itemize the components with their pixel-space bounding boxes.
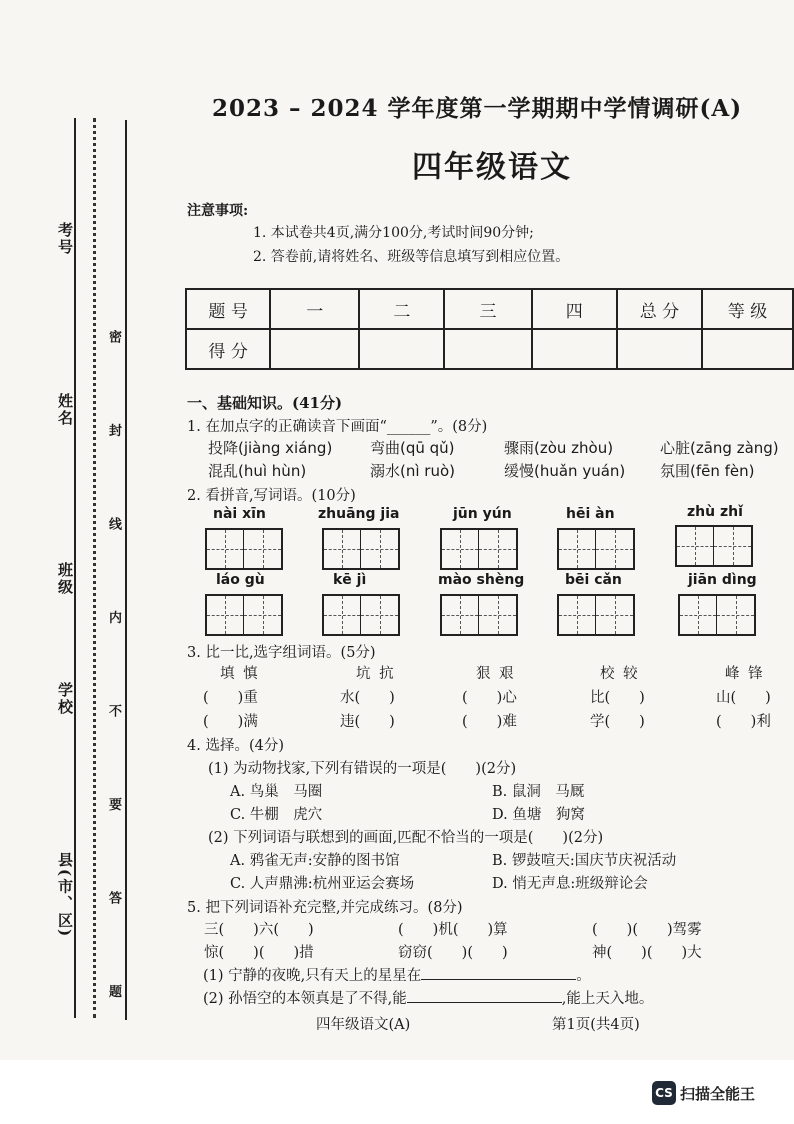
q1-item: 缓慢(huǎn yuán) — [504, 462, 626, 480]
q5-idiom[interactable]: 窃窃( )( ) — [398, 945, 508, 961]
q3-blank[interactable]: ( )难 — [462, 714, 517, 730]
camscanner-text: 扫描全能王 — [680, 1085, 756, 1103]
q3-blank[interactable]: 水( ) — [340, 690, 395, 706]
q3-pair: 校 较 — [600, 666, 640, 682]
score-table-score-row — [186, 329, 793, 369]
exam-title: 2023 – 2024 学年度第一学期期中学情调研(A) — [212, 95, 743, 122]
q2-pinyin: zhù zhǐ — [687, 504, 743, 520]
writing-box[interactable] — [678, 594, 756, 636]
score-cell[interactable] — [617, 329, 702, 369]
q3-pair: 峰 锋 — [725, 666, 765, 682]
q4-sub2: (2) 下列词语与联想到的画面,匹配不恰当的一项是( )(2分) — [208, 830, 604, 846]
q5-idiom[interactable]: ( )机( )算 — [398, 922, 508, 938]
writing-box[interactable] — [440, 594, 518, 636]
q4-option[interactable]: B. 锣鼓喧天:国庆节庆祝活动 — [492, 853, 677, 869]
q4-option[interactable]: B. 鼠洞 马厩 — [492, 784, 585, 800]
q5-fill-1 — [203, 964, 591, 985]
q4-sub1: (1) 为动物找家,下列有错误的一项是( )(2分) — [208, 761, 517, 777]
score-col-4: 四 — [532, 289, 617, 329]
score-table — [185, 288, 794, 370]
seal-line-text: 密 封 线 内 不 要 答 题 — [106, 330, 121, 1036]
score-col-1: 一 — [270, 289, 359, 329]
q2-pinyin: zhuāng jia — [318, 506, 400, 522]
q1-prompt: 1. 在加点字的正确读音下画面“______”。(8分) — [187, 419, 488, 435]
note-item-1: 1. 本试卷共4页,满分100分,考试时间90分钟; — [253, 225, 534, 241]
score-cell[interactable] — [702, 329, 793, 369]
subject-title: 四年级语文 — [412, 150, 572, 185]
q4-option[interactable]: A. 鸦雀无声:安静的图书馆 — [230, 853, 400, 869]
school-label: 学校 — [56, 682, 74, 716]
q4-option[interactable]: D. 悄无声息:班级辩论会 — [492, 876, 648, 892]
q3-blank[interactable]: 比( ) — [590, 690, 645, 706]
q5-fill-2-blank[interactable] — [407, 1002, 562, 1003]
q2-pinyin: jūn yún — [453, 506, 512, 522]
q3-blank[interactable]: ( )满 — [203, 714, 258, 730]
q3-blank[interactable]: 违( ) — [340, 714, 395, 730]
q1-item: 溺水(nì ruò) — [370, 462, 455, 480]
q1-item: 弯曲(qū qǔ) — [370, 439, 455, 457]
q5-prompt: 5. 把下列词语补充完整,并完成练习。(8分) — [187, 900, 463, 916]
q3-pair: 填 慎 — [220, 666, 260, 682]
writing-box[interactable] — [205, 594, 283, 636]
writing-box[interactable] — [205, 528, 283, 570]
writing-box[interactable] — [322, 528, 400, 570]
class-label: 班级 — [56, 562, 74, 596]
q5-fill-1-text: (1) 宁静的夜晚,只有天上的星星在 — [203, 968, 422, 984]
footer-page: 第1页(共4页) — [552, 1017, 640, 1033]
score-cell[interactable] — [270, 329, 359, 369]
q5-fill-2-end: ,能上天入地。 — [561, 991, 654, 1007]
writing-box[interactable] — [557, 594, 635, 636]
score-col-grade: 等 级 — [702, 289, 793, 329]
q3-blank[interactable]: ( )利 — [716, 714, 771, 730]
writing-box[interactable] — [557, 528, 635, 570]
q3-blank[interactable]: 学( ) — [590, 714, 645, 730]
score-row-label: 得 分 — [186, 329, 270, 369]
q4-option[interactable]: D. 鱼塘 狗窝 — [492, 807, 585, 823]
q5-fill-1-blank[interactable] — [421, 979, 576, 980]
q2-pinyin: hēi àn — [566, 506, 615, 522]
score-cell[interactable] — [532, 329, 617, 369]
q5-fill-2-text: (2) 孙悟空的本领真是了不得,能 — [203, 991, 407, 1007]
q1-item: 氛围(fēn fèn) — [660, 462, 755, 480]
q3-blank[interactable]: ( )心 — [462, 690, 517, 706]
q2-prompt: 2. 看拼音,写词语。(10分) — [187, 488, 356, 504]
q4-prompt: 4. 选择。(4分) — [187, 738, 284, 754]
note-item-2: 2. 答卷前,请将姓名、班级等信息填写到相应位置。 — [253, 249, 570, 265]
q4-option[interactable]: A. 鸟巢 马圈 — [230, 784, 323, 800]
score-col-3: 三 — [444, 289, 531, 329]
q1-item: 混乱(huì hùn) — [208, 462, 307, 480]
q3-blank[interactable]: 山( ) — [716, 690, 771, 706]
q5-idiom[interactable]: 惊( )( )措 — [204, 945, 314, 961]
footer-subject: 四年级语文(A) — [316, 1017, 411, 1033]
q2-pinyin: bēi cǎn — [565, 572, 622, 588]
q4-option[interactable]: C. 人声鼎沸:杭州亚运会赛场 — [230, 876, 415, 892]
q2-pinyin: jiān dìng — [688, 572, 757, 588]
notes-heading: 注意事项: — [187, 203, 249, 219]
county-label: 县(市、区) — [56, 852, 74, 939]
q5-idiom[interactable]: 三( )六( ) — [204, 922, 314, 938]
exam-no-label: 考号 — [56, 222, 74, 256]
q3-pair: 坑 抗 — [356, 666, 396, 682]
q3-blank[interactable]: ( )重 — [203, 690, 258, 706]
writing-box[interactable] — [322, 594, 400, 636]
score-cell[interactable] — [359, 329, 444, 369]
q2-pinyin: nài xīn — [213, 506, 266, 522]
q3-prompt: 3. 比一比,选字组词语。(5分) — [187, 645, 376, 661]
q2-pinyin: láo gù — [216, 572, 265, 588]
score-col-2: 二 — [359, 289, 444, 329]
binding-line-right — [125, 120, 127, 1020]
camscanner-logo: CS — [652, 1081, 676, 1105]
section-1-heading: 一、基础知识。(41分) — [187, 394, 343, 412]
score-cell[interactable] — [444, 329, 531, 369]
binding-line-dotted — [93, 118, 96, 1018]
q1-item: 投降(jiàng xiáng) — [208, 439, 333, 457]
q1-item: 心脏(zāng zàng) — [660, 439, 779, 457]
q1-item: 骤雨(zòu zhòu) — [504, 439, 614, 457]
name-label: 姓名 — [56, 393, 74, 427]
q5-idiom[interactable]: 神( )( )大 — [592, 945, 702, 961]
writing-box[interactable] — [675, 525, 753, 567]
score-col-total: 总 分 — [617, 289, 702, 329]
q5-fill-1-end: 。 — [576, 968, 591, 984]
writing-box[interactable] — [440, 528, 518, 570]
q5-idiom[interactable]: ( )( )驾雾 — [592, 922, 702, 938]
q5-fill-2 — [203, 987, 653, 1008]
q4-option[interactable]: C. 牛棚 虎穴 — [230, 807, 323, 823]
q2-pinyin: kē jì — [333, 572, 367, 588]
q2-pinyin: mào shèng — [438, 572, 525, 588]
q3-pair: 狠 艰 — [476, 666, 516, 682]
score-col-label: 题 号 — [186, 289, 270, 329]
score-table-header-row — [186, 289, 793, 329]
